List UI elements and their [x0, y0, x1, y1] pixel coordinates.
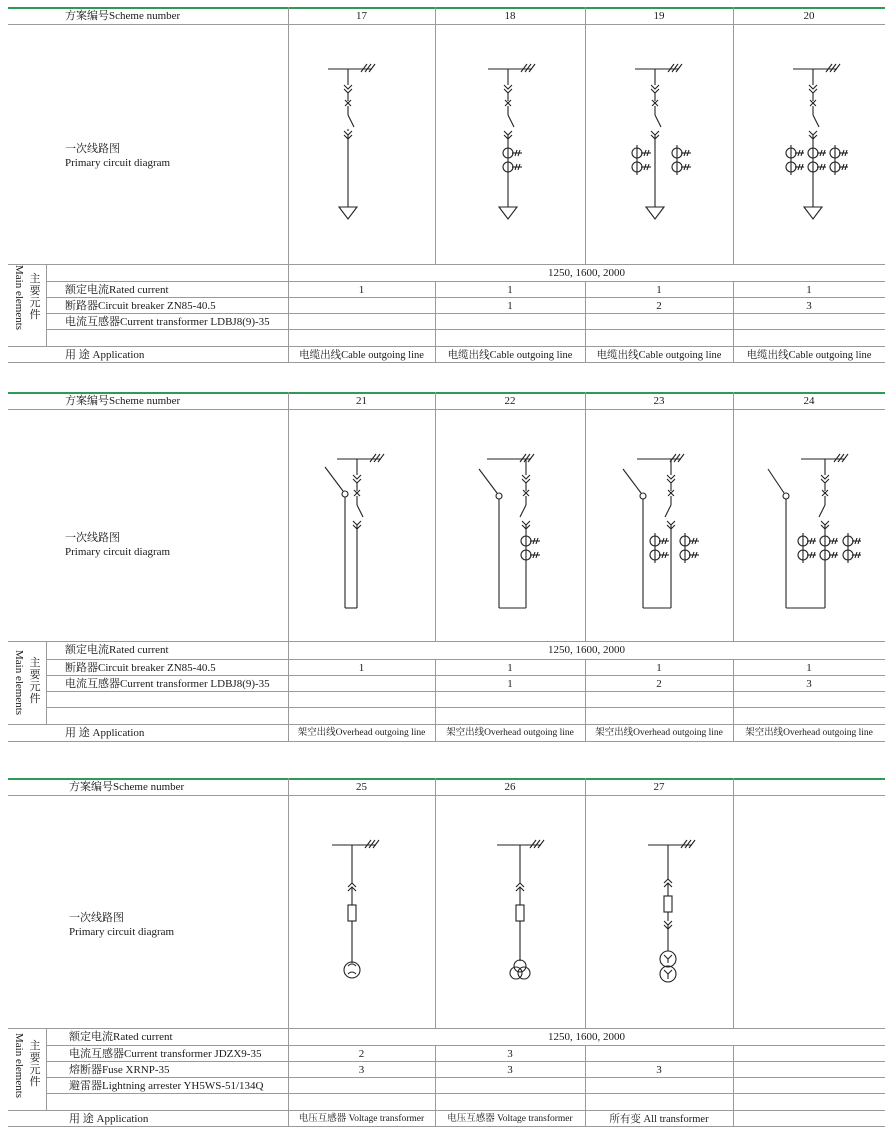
- circuit-diagram-18: [460, 57, 560, 227]
- primary-circuit-label-cn: 一次线路图: [65, 143, 120, 155]
- circuit-diagram-25: [318, 833, 418, 993]
- circuit-breaker-label: 断路器Circuit breaker ZN85-40.5: [65, 300, 216, 312]
- scheme-number-label: 方案编号Scheme number: [69, 781, 185, 793]
- current-transformer-label: 电流互感器Current transformer JDZX9-35: [69, 1048, 262, 1060]
- circuit-diagram-19: [610, 57, 710, 227]
- lightning-arrester-label: 避雷器Lightning arrester YH5WS-51/134Q: [69, 1080, 264, 1092]
- application-value: 架空出线Overhead outgoing line: [595, 728, 723, 738]
- fuse-qty: 3: [358, 1064, 365, 1076]
- application-label: 用 途 Application: [65, 349, 145, 361]
- application-value: 电缆出线Cable outgoing line: [299, 350, 424, 361]
- scheme-number-label: 方案编号Scheme number: [65, 395, 181, 407]
- main-elements-label-cn: 主要元件: [29, 1040, 41, 1088]
- scheme-table-2: [8, 392, 885, 744]
- application-label: 用 途 Application: [65, 727, 145, 739]
- application-value: 架空出线Overhead outgoing line: [446, 728, 574, 738]
- rated-current-label: 额定电流Rated current: [65, 644, 169, 656]
- current-transformer-qty: 3: [507, 1048, 513, 1060]
- table-top-rule: [8, 7, 885, 9]
- rated-current-qty: 1: [656, 284, 662, 296]
- scheme-number: 22: [504, 395, 516, 407]
- rated-current-qty: 1: [806, 284, 812, 296]
- scheme-number: 18: [504, 10, 516, 22]
- scheme-number: 25: [356, 781, 367, 793]
- scheme-table-1: [8, 7, 885, 359]
- rated-current-qty: 1: [507, 284, 513, 296]
- scheme-number: 19: [653, 10, 665, 22]
- circuit-diagram-24: [763, 447, 873, 617]
- circuit-breaker-qty: 1: [656, 662, 662, 674]
- circuit-diagram-21: [313, 447, 413, 617]
- current-transformer-label: 电流互感器Current transformer LDBJ8(9)-35: [65, 678, 270, 690]
- scheme-number: 17: [356, 10, 367, 22]
- application-value: 架空出线Overhead outgoing line: [297, 728, 426, 738]
- current-transformer-qty: 2: [358, 1048, 365, 1060]
- rated-current-value: 1250, 1600, 2000: [548, 267, 625, 279]
- current-transformer-qty: 2: [656, 678, 662, 690]
- application-value: 电缆出线Cable outgoing line: [746, 350, 872, 361]
- fuse-label: 熔断器Fuse XRNP-35: [69, 1064, 170, 1076]
- current-transformer-label: 电流互感器Current transformer LDBJ8(9)-35: [65, 316, 270, 328]
- rated-current-value: 1250, 1600, 2000: [548, 1031, 625, 1043]
- rated-current-value: 1250, 1600, 2000: [548, 644, 625, 656]
- scheme-number: 23: [653, 395, 665, 407]
- scheme-table-3: [8, 778, 885, 1130]
- circuit-breaker-label: 断路器Circuit breaker ZN85-40.5: [65, 662, 216, 674]
- circuit-breaker-qty: 2: [656, 300, 662, 312]
- primary-circuit-label-en: Primary circuit diagram: [65, 157, 171, 169]
- circuit-breaker-qty: 1: [507, 662, 513, 674]
- application-value: 电压互感器 Voltage transformer: [447, 1114, 573, 1124]
- rated-current-label: 额定电流Rated current: [65, 284, 169, 296]
- fuse-qty: 3: [507, 1064, 513, 1076]
- fuse-qty: 3: [656, 1064, 662, 1076]
- rated-current-qty: 1: [358, 284, 365, 296]
- primary-circuit-label-cn: 一次线路图: [69, 912, 124, 924]
- circuit-diagram-26: [472, 833, 572, 993]
- primary-circuit-label-en: Primary circuit diagram: [69, 926, 175, 938]
- main-elements-label-cn: 主要元件: [29, 273, 41, 321]
- main-elements-label-en: Main elements: [13, 265, 25, 331]
- rated-current-label: 额定电流Rated current: [69, 1031, 173, 1043]
- scheme-number: 27: [653, 781, 665, 793]
- scheme-number: 26: [504, 781, 516, 793]
- application-value: 电缆出线Cable outgoing line: [596, 350, 722, 361]
- scheme-number: 21: [356, 395, 367, 407]
- main-elements-label-en: Main elements: [13, 1033, 25, 1099]
- application-value: 所有变 All transformer: [609, 1114, 709, 1125]
- circuit-diagram-17: [308, 57, 408, 227]
- primary-circuit-label-en: Primary circuit diagram: [65, 546, 171, 558]
- table-top-rule: [8, 392, 885, 394]
- current-transformer-qty: 1: [507, 678, 513, 690]
- scheme-number: 24: [803, 395, 815, 407]
- primary-circuit-label-cn: 一次线路图: [65, 532, 120, 544]
- main-elements-label-cn: 主要元件: [29, 657, 41, 705]
- circuit-diagram-27: [620, 833, 720, 993]
- circuit-breaker-qty: 1: [358, 662, 365, 674]
- circuit-diagram-20: [770, 57, 870, 227]
- circuit-breaker-qty: 1: [806, 662, 812, 674]
- application-value: 电缆出线Cable outgoing line: [447, 350, 573, 361]
- main-elements-label-en: Main elements: [13, 650, 25, 716]
- application-value: 电压互感器 Voltage transformer: [298, 1114, 425, 1124]
- circuit-breaker-qty: 1: [507, 300, 513, 312]
- application-label: 用 途 Application: [69, 1113, 149, 1125]
- circuit-diagram-23: [613, 447, 713, 617]
- circuit-breaker-qty: 3: [806, 300, 812, 312]
- scheme-number-label: 方案编号Scheme number: [65, 10, 181, 22]
- current-transformer-qty: 3: [806, 678, 812, 690]
- application-value: 架空出线Overhead outgoing line: [745, 728, 873, 738]
- circuit-diagram-22: [463, 447, 563, 617]
- table-top-rule: [8, 778, 885, 780]
- scheme-number: 20: [803, 10, 815, 22]
